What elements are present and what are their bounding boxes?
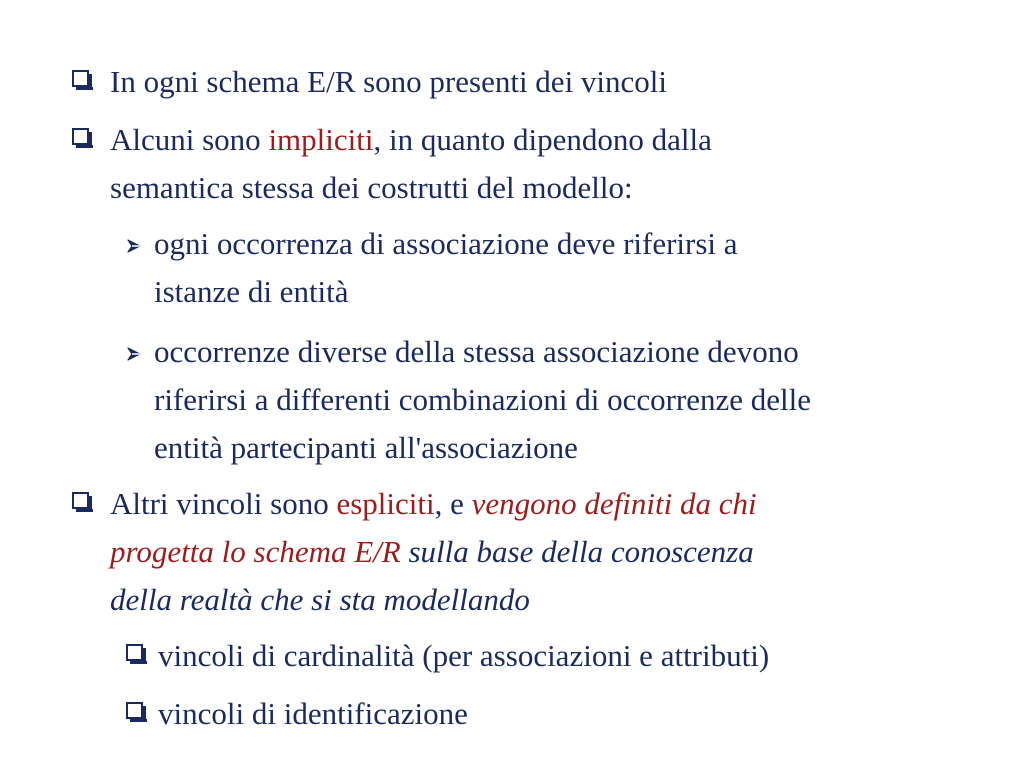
bullet-line-2	[110, 528, 757, 576]
subbullet-line-3: entità partecipanti all'associazione	[154, 430, 578, 465]
bullet-line-1	[110, 116, 712, 164]
text-pre: Alcuni sono	[110, 122, 269, 157]
bullet-vincoli-impliciti	[72, 116, 712, 212]
bullet-vincoli-espliciti	[72, 480, 757, 624]
text-mid: , e	[434, 486, 472, 521]
bullet-schema-vincoli	[72, 58, 667, 106]
highlight-espliciti: espliciti	[336, 486, 435, 521]
checkbox-square-icon	[72, 70, 89, 87]
highlight-progetta: progetta lo schema E/R	[110, 534, 401, 569]
italic-text: sulla base della conoscenza	[400, 534, 754, 569]
bullet-line-1	[110, 480, 757, 528]
checkbox-square-icon	[72, 128, 89, 145]
checkbox-square-icon	[126, 644, 143, 661]
subbullet-line-2: istanze di entità	[154, 274, 349, 309]
subbullet-occorrenza-associazione	[126, 220, 738, 316]
bullet-line-3: della realtà che si sta modellando	[110, 582, 530, 617]
subbullet-line-2: riferirsi a differenti combinazioni di occorrenze delle	[154, 382, 812, 417]
subbullet-text: vincoli di cardinalità (per associazioni e attributi)	[158, 638, 770, 673]
subbullet-line-1: occorrenze diverse della stessa associazione devono	[154, 334, 799, 369]
subbullet-text: vincoli di identificazione	[158, 696, 468, 731]
arrow-right-icon	[126, 236, 146, 256]
subbullet-line-1: ogni occorrenza di associazione deve riferirsi a	[154, 226, 738, 261]
text-post: , in quanto dipendono dalla	[373, 122, 712, 157]
text-pre: Altri vincoli sono	[110, 486, 337, 521]
bullet-text: In ogni schema E/R sono presenti dei vincoli	[110, 64, 668, 99]
checkbox-square-icon	[72, 492, 89, 509]
subbullet-occorrenze-diverse	[126, 328, 811, 472]
subbullet-identificazione	[126, 690, 468, 738]
bullet-line-2: semantica stessa dei costrutti del modello:	[110, 170, 633, 205]
checkbox-square-icon	[126, 702, 143, 719]
arrow-right-icon	[126, 344, 146, 364]
highlight-definiti: vengono definiti da chi	[471, 486, 757, 521]
subbullet-cardinalita	[126, 632, 769, 680]
highlight-impliciti: impliciti	[268, 122, 374, 157]
